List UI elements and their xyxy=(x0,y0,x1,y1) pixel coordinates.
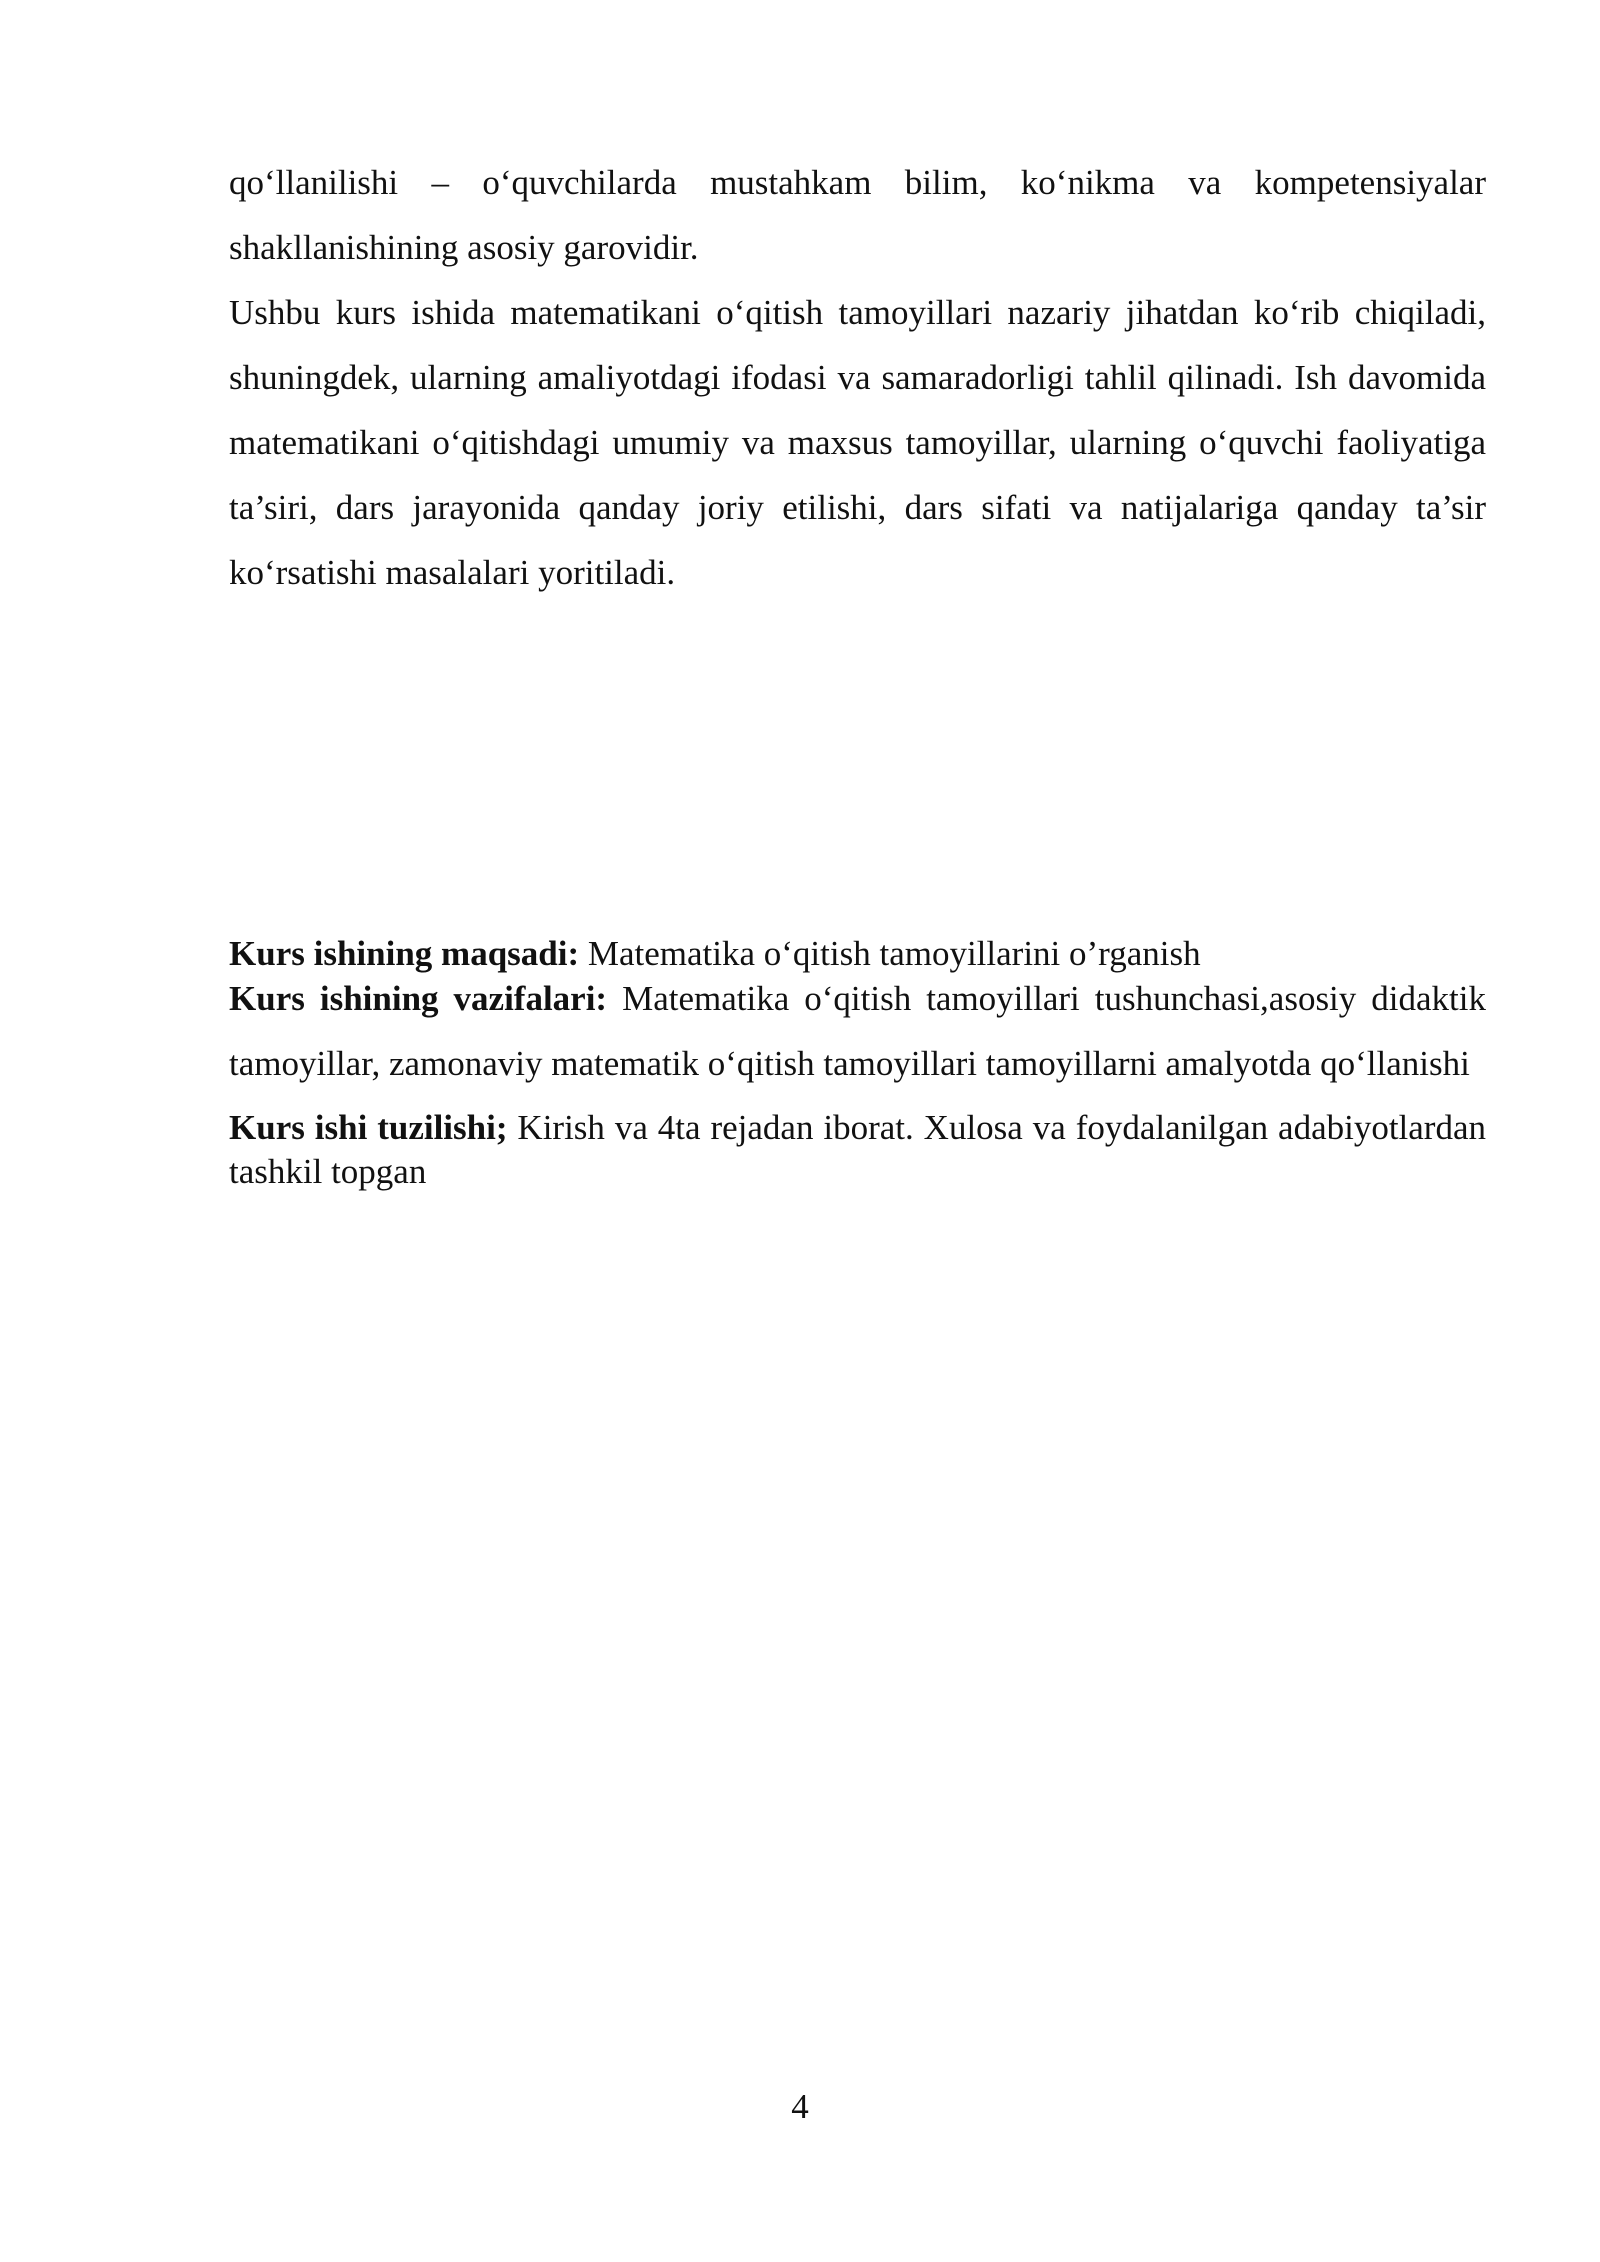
course-structure-label: Kurs ishi tuzilishi; xyxy=(229,1108,508,1147)
page-number: 4 xyxy=(791,2087,809,2126)
intro-paragraph-1: qo‘llanilishi – o‘quvchilarda mustahkam bilim, ko‘nikma va kompetensiyalar shakllanishining asosiy garovidir. xyxy=(229,163,1486,267)
intro-paragraph-2: Ushbu kurs ishida matematikani o‘qitish tamoyillari nazariy jihatdan ko‘rib chiqiladi, shuningdek, ularning amaliyotdagi ifodasi va samaradorligi tahlil qilinadi. Ish davomida matematikani o‘qitishdagi umumiy va maxsus tamoyillar, ularning o‘quvchi faoliyatiga ta’siri, dars jarayonida qanday joriy etilishi, dars sifati va natijalariga qanday ta’sir ko‘rsatishi masalalari yoritiladi. xyxy=(229,293,1486,592)
intro-section xyxy=(229,150,1486,605)
course-aim-label: Kurs ishining maqsadi: xyxy=(229,934,580,973)
course-tasks-label: Kurs ishining vazifalari: xyxy=(229,979,608,1018)
course-structure-paragraph xyxy=(229,1106,1486,1194)
course-tasks-text: Matematika o‘qitish tamoyillari tushunchasi,asosiy didaktik tamoyillar, zamonaviy matematik o‘qitish tamoyillari tamoyillarni amalyotda qo‘llanishi xyxy=(229,979,1486,1083)
course-goals-section xyxy=(229,932,1486,1194)
course-aim-text: Matematika o‘qitish tamoyillarini o’rganish xyxy=(579,934,1201,973)
course-structure-text: Kirish va 4ta rejadan iborat. Xulosa va foydalanilgan adabiyotlardan tashkil topgan xyxy=(229,1108,1487,1191)
course-tasks-paragraph xyxy=(229,966,1486,1096)
